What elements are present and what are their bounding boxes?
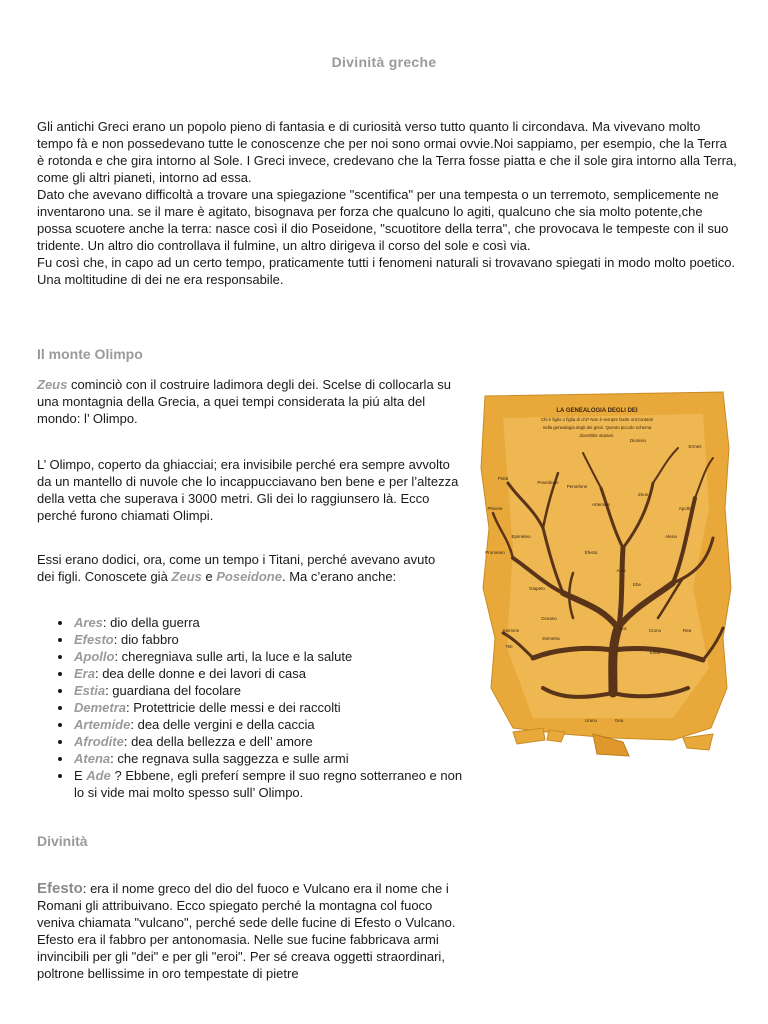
list-item bbox=[37, 631, 467, 648]
god-link-afrodite[interactable]: Afrodite bbox=[74, 734, 124, 749]
tree-label: Apollo bbox=[678, 506, 692, 511]
list-item bbox=[37, 665, 467, 682]
tree-label: Pietà bbox=[497, 476, 509, 481]
god-link-era[interactable]: Era bbox=[74, 666, 95, 681]
god-description: : Protettricie delle messi e dei raccolti bbox=[126, 700, 341, 715]
tree-label: Persefone bbox=[566, 484, 588, 489]
list-item bbox=[37, 716, 467, 733]
god-link-zeus[interactable]: Zeus bbox=[37, 377, 68, 392]
heading-divinita: Divinità bbox=[37, 833, 88, 849]
tree-label: Ebe bbox=[632, 582, 642, 587]
olimpo-paragraph-3-text-b: e bbox=[201, 569, 217, 584]
list-item bbox=[37, 699, 467, 716]
list-item bbox=[37, 648, 467, 665]
olimpo-paragraph-3 bbox=[37, 551, 447, 585]
god-link-artemide[interactable]: Artemide bbox=[74, 717, 131, 732]
god-link-demetra[interactable]: Demetra bbox=[74, 700, 127, 715]
god-link-estia[interactable]: Estia bbox=[74, 683, 106, 698]
intro-paragraph-2: Dato che avevano difficoltà a trovare una spiegazione "scentifica" per una tempesta o un terremoto, semplicemente ne inventarono una. se il mare è agitato, bisognava per forza che qualcuno lo agiti, qualcuno che sia molto potente,che possa scuotere anche la terra: nasce così il dio Poseidone, "scuotitore della terra", che provocava le tempeste con il suo tridente. Un altro dio controllava il fulmine, un altro dirigeva il corso del sole e così via. bbox=[37, 187, 729, 253]
god-description: : dio fabbro bbox=[113, 632, 179, 647]
tree-label: Oceano bbox=[541, 616, 557, 621]
god-description: : cheregniava sulle arti, la luce e la salute bbox=[114, 649, 353, 664]
heading-monte-olimpo: Il monte Olimpo bbox=[37, 346, 143, 362]
intro-paragraph-3: Fu così che, in capo ad un certo tempo, praticamente tutti i fenomeni naturali si trovavano spiegati in modo molto poetico. Una moltitudine di dei ne era responsabile. bbox=[37, 255, 736, 287]
intro-paragraph-1: Gli antichi Greci erano un popolo pieno di fantasia e di curiosità verso tutto quanto li circondava. Ma vivevano molto tempo fà e non possedevano tutte le conoscenze che per noi sono ormai ovvie.Noi sappiamo, per esempio, che la Terra è rotonda e che gira intorno al Sole. I Greci invece, credevano che la Terra fosse piatta e che il sole gira intorno alla Terra, come gli altri pianeti, intorno ad essa. bbox=[37, 119, 737, 185]
olimpo-paragraph-2-text: L’ Olimpo, coperto da ghiacciai; era invisibile perché era sempre avvolto da un mantello di nuvole che lo incappucciavano ben bene e per l’altezza della vetta che superava i 3000 metri. Gli dei lo raggiunsero là. Ecco perché furono chiamati Olimpi. bbox=[37, 457, 459, 523]
tree-label: Ares bbox=[616, 568, 626, 573]
olimpo-paragraph-1-text: cominciò con il costruire ladimora degli dei. Scelse di collocarla su una montagnia della Grecia, a quei tempi considerata la piú alta del mondo: l’ Olimpo. bbox=[37, 377, 452, 426]
list-item-prefix: E bbox=[74, 768, 87, 783]
god-link-poseidone[interactable]: Poseidone bbox=[216, 569, 282, 584]
list-item bbox=[37, 767, 467, 801]
god-description: : dio della guerra bbox=[102, 615, 200, 630]
parchment-fragment bbox=[547, 730, 565, 742]
tree-label: Dionisio bbox=[629, 438, 647, 443]
divinita-paragraph bbox=[37, 880, 467, 982]
tree-label: Teti bbox=[505, 644, 513, 649]
intro-section bbox=[37, 118, 737, 288]
tree-label: Poseidone bbox=[537, 480, 559, 485]
genealogy-tree-image bbox=[473, 388, 735, 758]
list-item bbox=[37, 750, 467, 767]
tree-label: Urano bbox=[584, 718, 598, 723]
olimpo-paragraph-2 bbox=[37, 456, 467, 524]
tree-label: Era bbox=[619, 626, 627, 631]
tree-label: Crono bbox=[648, 628, 662, 633]
god-description: : dea delle donne e dei lavori di casa bbox=[94, 666, 307, 681]
god-description: : che regnava sulla saggezza e sulle armi bbox=[110, 751, 349, 766]
tree-label: Pleione bbox=[487, 506, 503, 511]
god-link-efesto-2[interactable]: Efesto bbox=[37, 880, 83, 897]
god-link-apollo[interactable]: Apollo bbox=[74, 649, 115, 664]
god-description: : dea delle vergini e della caccia bbox=[130, 717, 315, 732]
tree-label: Ermes bbox=[688, 444, 702, 449]
god-link-ade[interactable]: Ade bbox=[86, 768, 111, 783]
tree-label: Efesto bbox=[584, 550, 598, 555]
god-link-efesto[interactable]: Efesto bbox=[74, 632, 114, 647]
olimpo-paragraph-3-text-a: Essi erano dodici, ora, come un tempo i Titani, perché avevano avuto dei figli. Conoscete già bbox=[37, 552, 436, 584]
tree-label: Gea bbox=[614, 718, 624, 723]
figure-header-title: LA GENEALOGIA DEGLI DEI bbox=[556, 408, 638, 414]
god-link-zeus-2[interactable]: Zeus bbox=[171, 569, 202, 584]
tree-label: Rea bbox=[682, 628, 692, 633]
list-item bbox=[37, 614, 467, 631]
parchment-fragment bbox=[683, 734, 713, 750]
god-description: : dea della bellezza e dell’ amore bbox=[123, 734, 313, 749]
list-item bbox=[37, 733, 467, 750]
god-description: : guardiana del focolare bbox=[105, 683, 241, 698]
tree-label: Artemide bbox=[591, 502, 611, 507]
figure-header-line: nella genealogia degli dei greci. Questo piccolo schema bbox=[542, 425, 652, 430]
god-link-atena[interactable]: Atena bbox=[74, 751, 111, 766]
tree-label: Iperione bbox=[502, 628, 520, 633]
god-link-ares[interactable]: Ares bbox=[74, 615, 103, 630]
olimpo-paragraph-3-text-c: . Ma c’erano anche: bbox=[281, 569, 397, 584]
figure-header-line: Chi è figlio o figlia di chi? Non è sempre facile orizzontarsi bbox=[540, 417, 654, 422]
tree-label: Zeus bbox=[637, 492, 649, 497]
page-title: Divinità greche bbox=[331, 54, 437, 70]
tree-label: Demetra bbox=[542, 636, 560, 641]
list-item bbox=[37, 682, 467, 699]
god-description: ? Ebbene, egli preferí sempre il suo regno sotterraneo e non lo si vide mai molto spesso sull’ Olimpo. bbox=[74, 768, 463, 800]
tree-label: Giapeto bbox=[529, 586, 545, 591]
gods-list bbox=[37, 614, 467, 801]
tree-label: Estia bbox=[649, 650, 661, 655]
tree-label: Atena bbox=[665, 534, 677, 539]
tree-label: Prometeo bbox=[485, 550, 505, 555]
figure-header-line: dovrebbe aiutarvi. bbox=[579, 433, 615, 438]
parchment-fragment bbox=[513, 728, 545, 744]
olimpo-paragraph-1 bbox=[37, 376, 462, 427]
divinita-paragraph-text: : era il nome greco del dio del fuoco e Vulcano era il nome che i Romani gli attribuivano. Ecco spiegato perché la montagna col fuoco veniva chiamata "vulcano", perché sede delle fucine di Efesto o Vulcano. Efesto era il fabbro per antonomasia. Nelle sue fucine fabbricava armi invincibili per gli "dei" e per gli "eroi". Per sé creava oggetti straordinari, poltrone bellissime in oro tempestate di pietre bbox=[37, 881, 456, 981]
tree-label: Epimeteo bbox=[511, 534, 531, 539]
